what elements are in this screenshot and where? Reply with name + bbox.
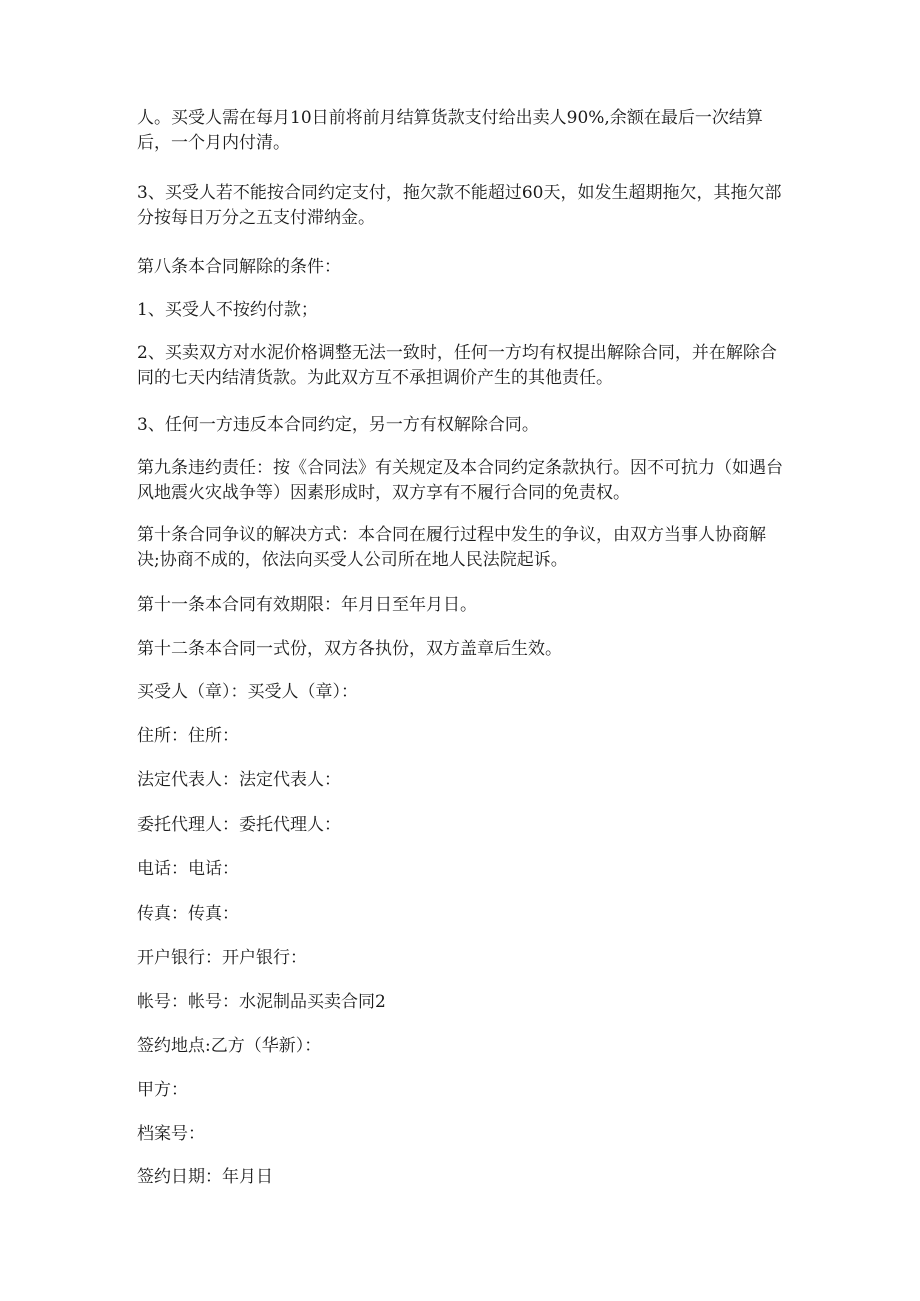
article-8-item-3: 3、任何一方违反本合同约定，另一方有权解除合同。	[137, 415, 539, 435]
account-line: 帐号：帐号：水泥制品买卖合同2	[137, 992, 386, 1012]
bank-line: 开户银行：开户银行：	[137, 948, 307, 968]
phone-line: 电话：电话：	[137, 859, 239, 879]
article-9-paragraph: 第九条违约责任：按《合同法》有关规定及本合同约定条款执行。因不可抗力（如遇台风地震火灾战争等）因素形成时，双方享有不履行合同的免责权。	[137, 458, 783, 503]
article-8-item-1: 1、买受人不按约付款；	[137, 300, 318, 320]
party-a-line: 甲方：	[137, 1080, 188, 1100]
article-8-heading: 第八条本合同解除的条件：	[137, 257, 341, 277]
article-11-paragraph: 第十一条本合同有效期限：年月日至年月日。	[137, 595, 477, 615]
late-payment-paragraph: 3、买受人若不能按合同约定支付，拖欠款不能超过60天，如发生超期拖欠，其拖欠部分按每日万分之五支付滞纳金。	[137, 183, 782, 228]
article-8-item-2: 2、买卖双方对水泥价格调整无法一致时，任何一方均有权提出解除合同，并在解除合同的七天内结清货款。为此双方互不承担调价产生的其他责任。	[137, 343, 777, 388]
payment-terms-paragraph: 人。买受人需在每月10日前将前月结算货款支付给出卖人90%,余额在最后一次结算后，一个月内付清。	[137, 108, 763, 153]
address-line: 住所：住所：	[137, 726, 239, 746]
signature-buyer-line: 买受人（章）：买受人（章）：	[137, 682, 358, 702]
article-12-paragraph: 第十二条本合同一式份，双方各执份，双方盖章后生效。	[137, 639, 562, 659]
signing-place-line: 签约地点:乙方（华新）：	[137, 1036, 322, 1056]
signing-date-line: 签约日期：年月日	[137, 1167, 273, 1187]
file-number-line: 档案号：	[137, 1124, 205, 1144]
authorized-agent-line: 委托代理人：委托代理人：	[137, 815, 341, 835]
legal-representative-line: 法定代表人：法定代表人：	[137, 770, 341, 790]
article-10-paragraph: 第十条合同争议的解决方式：本合同在履行过程中发生的争议，由双方当事人协商解决;协商不成的，依法向买受人公司所在地人民法院起诉。	[137, 525, 766, 570]
fax-line: 传真：传真：	[137, 904, 239, 924]
